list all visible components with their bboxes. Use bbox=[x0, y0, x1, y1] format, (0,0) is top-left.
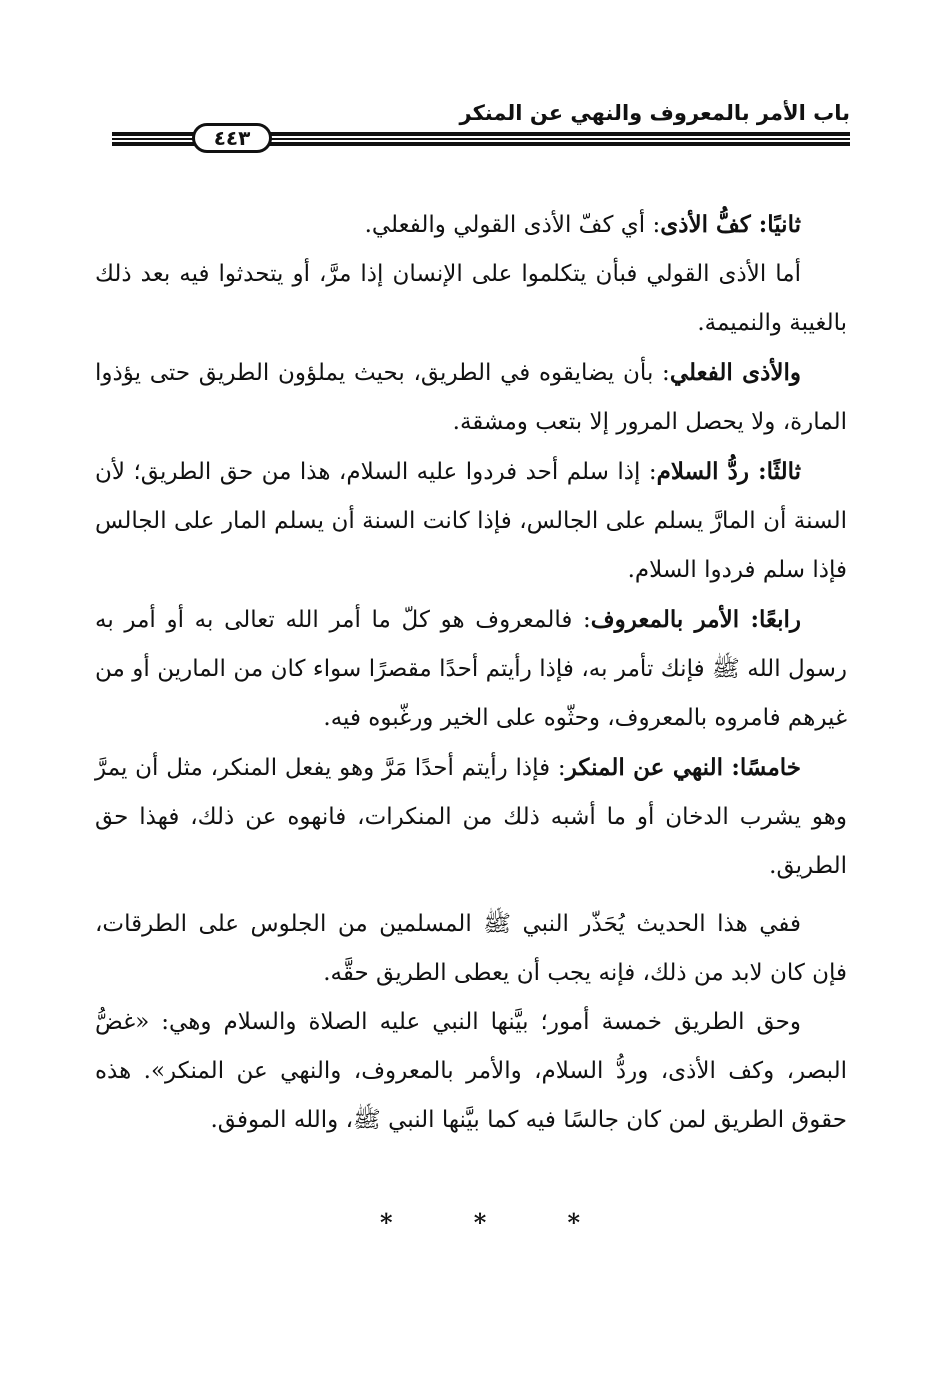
paragraph-label: ثالثًا: ردُّ السلام bbox=[656, 458, 801, 485]
paragraph-physical-harm bbox=[95, 348, 847, 447]
page-body bbox=[95, 200, 847, 1145]
paragraph-text: : أي كفّ الأذى القولي والفعلي. bbox=[364, 212, 661, 238]
paragraph-text: أما الأذى القولي فبأن يتكلموا على الإنسان إذا مرَّ، أو يتحدثوا فيه بعد ذلك بالغيبة والنميمة. bbox=[95, 261, 847, 336]
paragraph-five-rights bbox=[95, 998, 847, 1145]
chapter-title: باب الأمر بالمعروف والنهي عن المنكر bbox=[459, 101, 850, 125]
separator-star: * bbox=[380, 1208, 393, 1237]
page-header bbox=[112, 100, 850, 152]
paragraph-verbal-harm bbox=[95, 250, 847, 348]
separator-star: * bbox=[567, 1208, 580, 1237]
paragraph-label: خامسًا: النهي عن المنكر bbox=[565, 754, 801, 781]
separator-star: * bbox=[473, 1208, 487, 1237]
paragraph-hadith-summary bbox=[95, 900, 847, 998]
page-number: ٤٤٣ bbox=[192, 123, 272, 153]
header-rule bbox=[112, 126, 850, 150]
paragraph-label: ثانيًا: كفُّ الأذى bbox=[660, 211, 801, 238]
paragraph-text: : فإذا رأيتم أحدًا مَرَّ وهو يفعل المنكر، مثل أن يمرَّ وهو يشرب الدخان أو ما أشبه ذلك من المنكرات، فانهوه عن ذلك، فهذا حق الطريق. bbox=[95, 755, 847, 879]
paragraph-text: وحق الطريق خمسة أمور؛ بيَّنها النبي عليه الصلاة والسلام وهي: «غضُّ البصر، وكف الأذى، وردُّ السلام، والأمر بالمعروف، والنهي عن المنكر». هذه حقوق الطريق لمن كان جالسًا فيه كما بيَّنها النبي ﷺ، والله الموفق. bbox=[95, 1009, 847, 1133]
paragraph-third-point bbox=[95, 447, 847, 595]
paragraph-fifth-point bbox=[95, 743, 847, 891]
paragraph-text: : إذا سلم أحد فردوا عليه السلام، هذا من حق الطريق؛ لأن السنة أن المارَّ يسلم على الجالس، فإذا كانت السنة أن يسلم المار على الجالس فإذا سلم فردوا السلام. bbox=[95, 459, 847, 583]
paragraph-text: : فالمعروف هو كلّ ما أمر الله تعالى به أو أمر به رسول الله ﷺ فإنك تأمر به، فإذا رأيتم أحدًا مقصرًا سواء كان من المارين أو من غيرهم فامروه بالمعروف، وحثّوه على الخير ورغّبوه فيه. bbox=[95, 607, 847, 731]
paragraph-text: ففي هذا الحديث يُحَذّر النبي ﷺ المسلمين من الجلوس على الطرقات، فإن كان لابد من ذلك، فإنه يجب أن يعطى الطريق حقَّه. bbox=[95, 911, 847, 986]
paragraph-text: : بأن يضايقوه في الطريق، بحيث يملؤون الطريق حتى يؤذوا المارة، ولا يحصل المرور إلا بتعب ومشقة. bbox=[95, 360, 847, 435]
paragraph-second-point bbox=[95, 200, 847, 250]
section-separator bbox=[380, 1208, 580, 1237]
paragraph-fourth-point bbox=[95, 595, 847, 743]
paragraph-label: والأذى الفعلي bbox=[669, 359, 801, 386]
paragraph-label: رابعًا: الأمر بالمعروف bbox=[590, 606, 801, 633]
